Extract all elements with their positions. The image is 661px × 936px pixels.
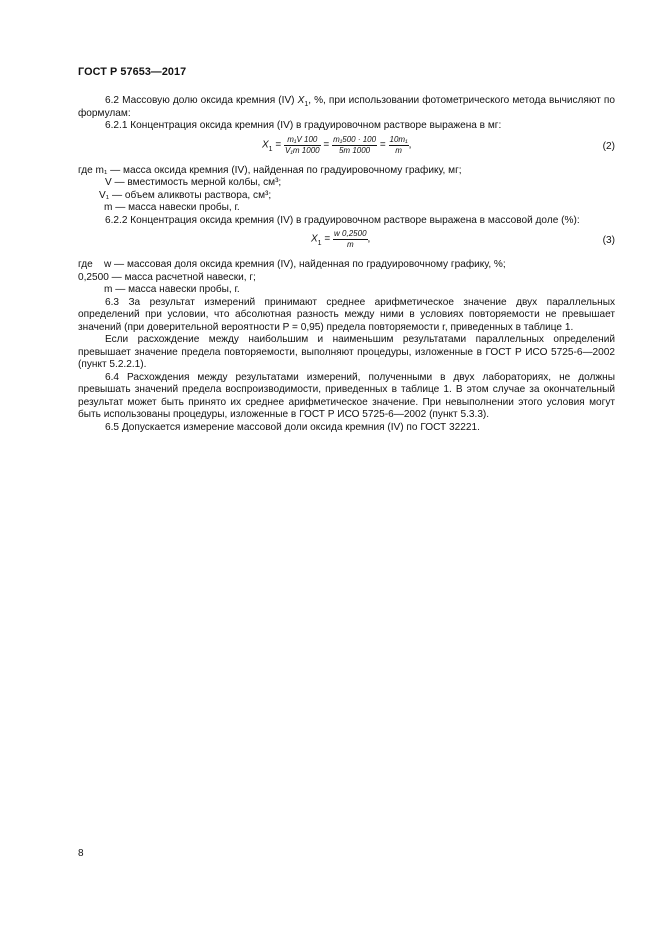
definitions-formula-3 (78, 259, 615, 297)
formula-2-number: (2) (602, 140, 615, 152)
definition-row: m — масса навески пробы, г. (104, 284, 240, 295)
paragraph-6-2-2: 6.2.2 Концентрация оксида кремния (IV) в градуировочном растворе выражена в массовой доле (%): (105, 214, 580, 226)
definitions-formula-2 (78, 165, 615, 215)
paragraph-6-2: 6.2 Массовую долю оксида кремния (IV) $X_1$, %, при использовании фотометрического метода вычисляют по формулам: (78, 95, 615, 119)
definition-row: 0,2500 — масса расчетной навески, г; (78, 271, 256, 283)
page-number: 8 (78, 848, 84, 859)
definition-row: где w — массовая доля оксида кремния (IV), найденная по градуировочному графику, %; (78, 259, 506, 270)
definition-row: m — масса навески пробы, г. (104, 202, 240, 213)
formula-3-number: (3) (602, 235, 615, 246)
definition-row: где m₁ — масса оксида кремния (IV), найденная по градуировочному графику, мг; (78, 164, 462, 176)
document-body (78, 95, 615, 434)
definition-row: V — вместимость мерной колбы, см³; (105, 177, 282, 188)
paragraph-6-3: 6.3 За результат измерений принимают среднее арифметическое значение двух параллельных определений при условии, что абсолютная разность между ними в условиях повторяемости не превышает значений (при доверительной вероятности P = 0,95) предела повторяемости r, приведенных в таблице 1. (78, 296, 615, 333)
paragraph-6-4: 6.4 Расхождения между результатами измерений, полученными в двух лабораториях, не должны превышать значений предела воспроизводимости, приведенных в таблице 1. В этом случае за окончательный результат может быть принято их среднее арифметическое значение. При невыполнении этого условия могут быть использованы процедуры, изложенные в ГОСТ Р ИСО 5725-6—2002 (пункт 5.3.3). (78, 371, 615, 420)
paragraph-6-5: 6.5 Допускается измерение массовой доли оксида кремния (IV) по ГОСТ 32221. (105, 421, 480, 433)
paragraph-6-3-continued: Если расхождение между наибольшим и наименьшим результатами параллельных определений превышает значение предела повторяемости, выполняют процедуры, изложенные в ГОСТ Р ИСО 5725-6—2002 (пункт 5.2.2.1). (78, 334, 615, 370)
document-header: ГОСТ Р 57653—2017 (78, 66, 187, 78)
formula-3: $X_1$ = $\frac{w 0,2500}{m}$ , (3) (311, 229, 615, 249)
definition-row: V₁ — объем аликвоты раствора, см³; (99, 189, 272, 201)
paragraph-6-2-1: 6.2.1 Концентрация оксида кремния (IV) в градуировочном растворе выражена в мг: (105, 120, 502, 131)
formula-2: $X_1$ = $\frac{\text{m₁V 100}}{\text{V₁m 1000}}$ = $\frac{\text{m₁500 · 100}}{5m 1000}$ = $\frac{\text{10m₁}}{m}$ , (2) (262, 134, 615, 155)
